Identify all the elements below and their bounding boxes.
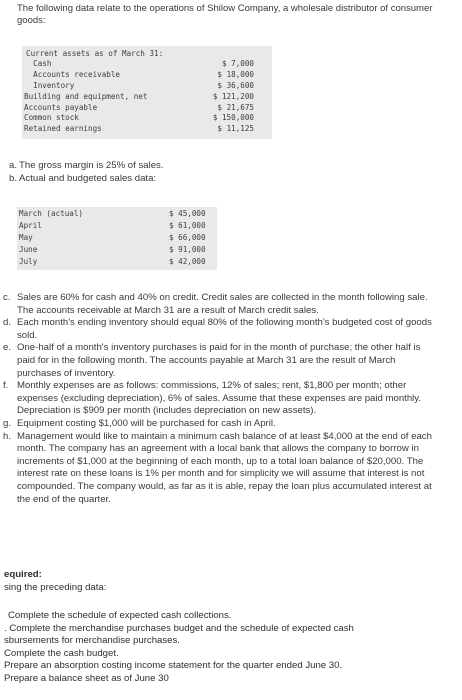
assets-row-value: $ 21,675 [217,102,254,112]
required-item: sbursements for merchandise purchases. [4,635,180,647]
assets-row-label: Cash [24,59,52,68]
sales-row-value: $ 91,000 [169,245,206,254]
assets-row [22,124,272,135]
current-assets-title: Current assets as of March 31: [26,49,164,58]
assets-row-label: Retained earnings [24,124,102,134]
required-list [0,610,450,686]
sales-row [17,245,217,257]
required-item: . Complete the merchandise purchases budget and the schedule of expected cash [4,622,354,634]
sales-row [17,257,217,269]
item-marker: h. [3,430,12,442]
assets-row [22,70,272,81]
problem-intro: The following data relate to the operations of Shilow Company, a wholesale distributor of consumer goods: [17,3,433,26]
list-item [9,160,439,173]
item-marker: d. [3,317,12,329]
sales-row-value: $ 66,000 [169,233,206,242]
sales-row-label: May [19,233,33,242]
assets-row-value: $ 7,000 [221,59,254,68]
required-sub: sing the preceding data: [4,582,107,593]
items-a-b [9,160,439,185]
assets-row-label: Inventory [24,80,75,90]
item-text: Equipment costing $1,000 will be purchased for cash in April. [17,417,276,429]
assets-row-label: Accounts receivable [24,69,121,79]
required-item: Prepare an absorption costing income statement for the quarter ended June 30. [4,660,343,672]
required-item: Complete the schedule of expected cash collections. [8,610,232,621]
item-marker: a. [9,160,18,171]
item-marker: c. [3,292,11,303]
list-item [3,431,441,507]
current-assets-rows [22,59,272,135]
item-text: Actual and budgeted sales data: [19,172,157,184]
sales-row [17,209,217,221]
list-item [9,173,439,186]
list-item [3,380,441,418]
list-item [3,317,441,342]
item-text: One-half of a month's inventory purchases is paid for in the month of purchase; the other half is paid for in the following month. The accounts payable at March 31 are the result of March purchases of inventory. [17,342,421,379]
item-text: Monthly expenses are as follows: commissions, 12% of sales; rent, $1,800 per month; other expenses (excluding depreciation), 6% of sales. Assume that these expenses are paid monthly. Depreciation is $909 per month (includes depreciation on new assets). [17,380,422,417]
sales-row-label: June [19,245,38,254]
sales-row-label: July [19,257,38,266]
sales-row-value: $ 42,000 [169,257,206,266]
sales-row [17,221,217,233]
sales-row-value: $ 45,000 [169,209,206,218]
item-text: The gross margin is 25% of sales. [19,160,164,171]
assets-row-label: Common stock [24,113,79,123]
item-marker: e. [3,342,12,354]
assets-row-value: $ 18,000 [217,69,254,79]
sales-row-label: April [19,221,42,230]
sales-rows [17,209,217,269]
assets-row [22,81,272,92]
required-item: Complete the cash budget. [4,647,119,659]
sales-row [17,233,217,245]
item-text: Management would like to maintain a minimum cash balance of at least $4,000 at the end of each month. The company has an agreement with a local bank that allows the company to borrow in increments of $1,000 at the beginning of each month, up to a total loan balance of $20,000. The interest rate on these loans is 1% per month and for simplicity we will assume that interest is not compounded. The company would, as far as it is able, repay the loan plus accumulated interest at the end of the quarter. [17,430,432,505]
assets-row-label: Accounts payable [24,102,98,112]
sales-row-label: March (actual) [19,209,84,218]
assets-row-value: $ 36,600 [217,80,254,90]
current-assets-table [22,46,272,139]
assets-row-value: $ 121,200 [212,91,254,101]
list-item [3,418,441,431]
required-item: Prepare a balance sheet as of June 30 [4,672,169,684]
item-marker: g. [3,417,12,429]
assets-row-value: $ 11,125 [217,124,254,134]
list-item [3,342,441,380]
assets-row [22,59,272,70]
assets-row-value: $ 150,000 [212,113,254,123]
item-marker: f. [3,380,9,392]
assets-row [22,92,272,103]
assets-row [22,113,272,124]
sales-row-value: $ 61,000 [169,221,206,230]
sales-data-table [17,207,217,270]
list-item [3,292,441,317]
item-text: Sales are 60% for cash and 40% on credit. Credit sales are collected in the month following sale. The accounts receivable at March 31 are a result of March credit sales. [17,292,428,316]
required-heading: equired: [4,569,42,580]
item-marker: b. [9,172,18,184]
assets-row [22,103,272,114]
item-text: Each month's ending inventory should equal 80% of the following month's budgeted cost of goods sold. [17,317,432,341]
items-c-h [3,292,441,506]
assets-row-label: Building and equipment, net [24,91,148,101]
